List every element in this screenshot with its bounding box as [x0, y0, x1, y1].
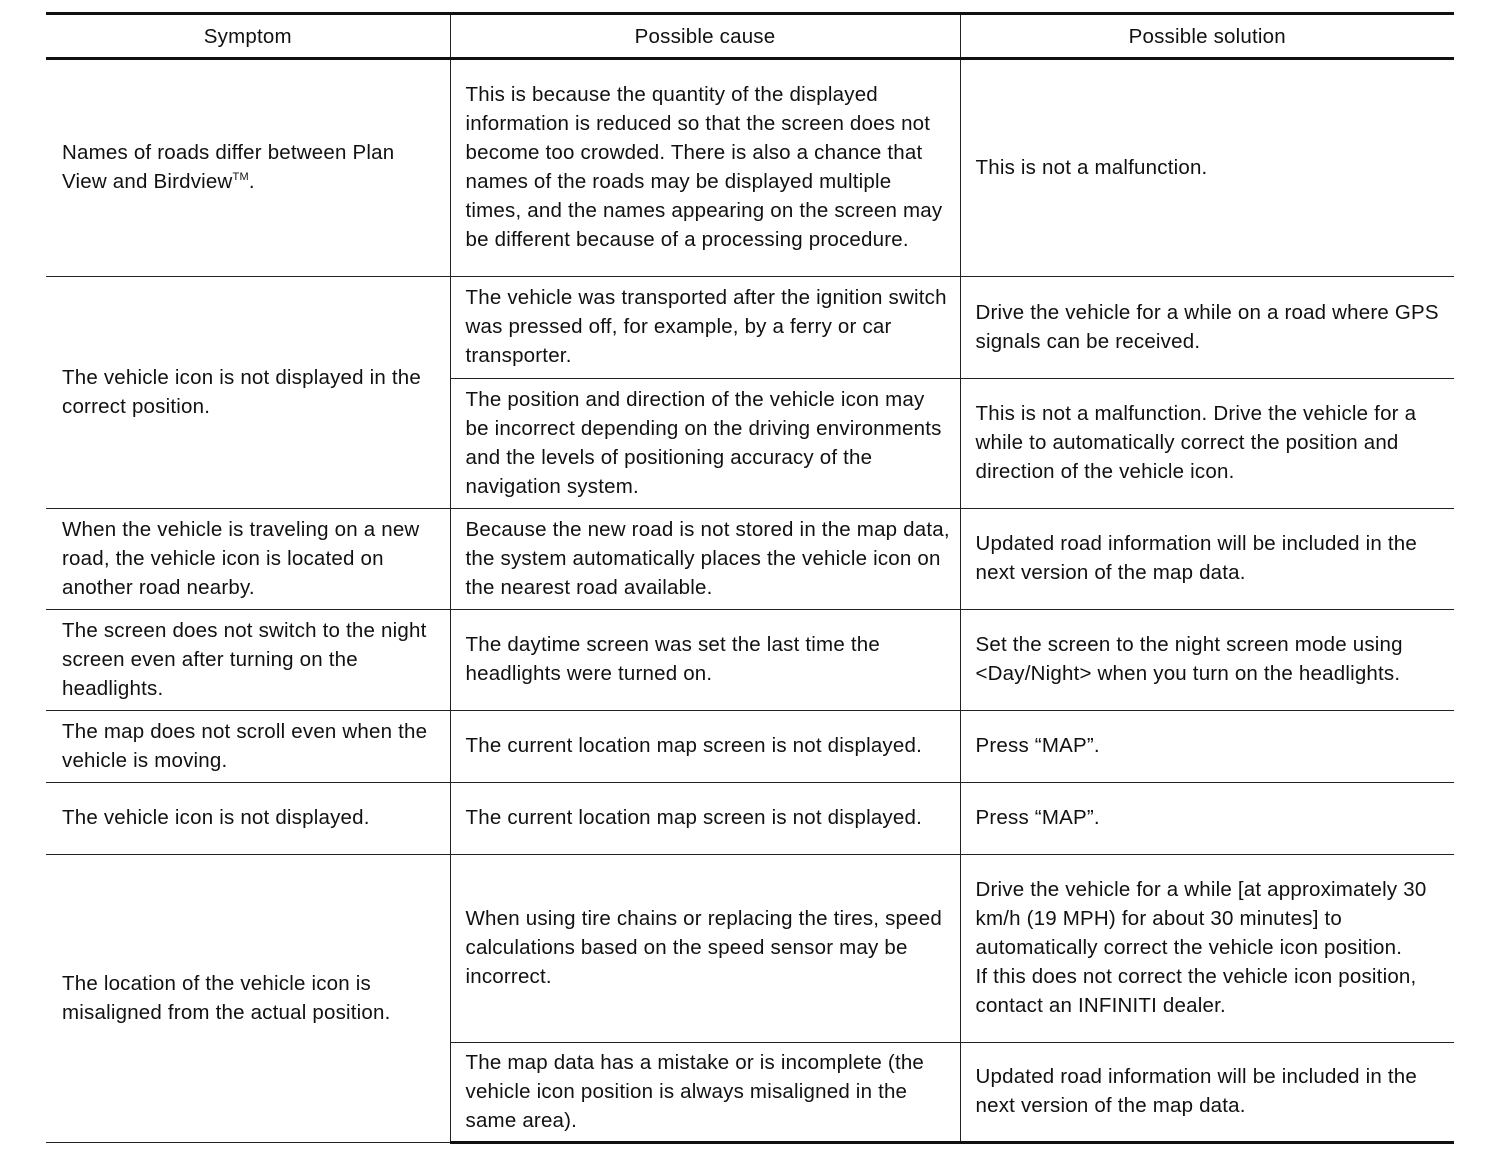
- troubleshooting-table: [46, 12, 1454, 1144]
- cause-cell: The position and direction of the vehicle icon may be incorrect depending on the driving environments and the levels of positioning accuracy of the navigation system.: [450, 379, 960, 509]
- header-possible-cause: Possible cause: [450, 14, 960, 59]
- solution-cell: Press “MAP”.: [960, 783, 1454, 855]
- cause-cell: The vehicle was transported after the ignition switch was pressed off, for example, by a ferry or car transporter.: [450, 277, 960, 379]
- solution-cell: This is not a malfunction. Drive the vehicle for a while to automatically correct the position and direction of the vehicle icon.: [960, 379, 1454, 509]
- symptom-cell: [46, 59, 450, 277]
- symptom-cell: The map does not scroll even when the vehicle is moving.: [46, 711, 450, 783]
- cause-cell: The current location map screen is not displayed.: [450, 783, 960, 855]
- symptom-cell: When the vehicle is traveling on a new road, the vehicle icon is located on another road nearby.: [46, 509, 450, 610]
- table-row: [46, 277, 1454, 379]
- solution-text: Drive the vehicle for a while [at approximately 30 km/h (19 MPH) for about 30 minutes] to automatically correct the vehicle icon position.: [975, 878, 1427, 959]
- solution-cell: Updated road information will be included in the next version of the map data.: [960, 1043, 1454, 1143]
- cause-cell: When using tire chains or replacing the tires, speed calculations based on the speed sensor may be incorrect.: [450, 855, 960, 1043]
- cause-cell: This is because the quantity of the displayed information is reduced so that the screen does not become too crowded. There is also a chance that names of the roads may be displayed multiple times, and the names appearing on the screen may be different because of a processing procedure.: [450, 59, 960, 277]
- symptom-cell: The vehicle icon is not displayed.: [46, 783, 450, 855]
- symptom-cell: The screen does not switch to the night screen even after turning on the headlights.: [46, 610, 450, 711]
- solution-cell: Set the screen to the night screen mode using <Day/Night> when you turn on the headlights.: [960, 610, 1454, 711]
- header-row: [46, 14, 1454, 59]
- symptom-text: Names of roads differ between Plan View and Birdview: [62, 141, 395, 193]
- table-row: [46, 59, 1454, 277]
- solution-cell: Press “MAP”.: [960, 711, 1454, 783]
- symptom-cell: The vehicle icon is not displayed in the correct position.: [46, 277, 450, 509]
- symptom-text-end: .: [248, 170, 255, 193]
- trademark-mark: TM: [232, 171, 249, 184]
- cause-cell: The daytime screen was set the last time the headlights were turned on.: [450, 610, 960, 711]
- table-row: [46, 783, 1454, 855]
- symptom-cell: The location of the vehicle icon is misaligned from the actual position.: [46, 855, 450, 1143]
- table-row: [46, 509, 1454, 610]
- cause-cell: The map data has a mistake or is incomplete (the vehicle icon position is always misaligned in the same area).: [450, 1043, 960, 1143]
- solution-cell: This is not a malfunction.: [960, 59, 1454, 277]
- solution-cell: Drive the vehicle for a while on a road where GPS signals can be received.: [960, 277, 1454, 379]
- solution-cell: [960, 855, 1454, 1043]
- table-row: [46, 711, 1454, 783]
- header-symptom: Symptom: [46, 14, 450, 59]
- table-row: [46, 855, 1454, 1043]
- cause-cell: Because the new road is not stored in the map data, the system automatically places the vehicle icon on the nearest road available.: [450, 509, 960, 610]
- table-row: [46, 610, 1454, 711]
- solution-text: If this does not correct the vehicle icon position, contact an INFINITI dealer.: [975, 965, 1417, 1017]
- solution-cell: Updated road information will be included in the next version of the map data.: [960, 509, 1454, 610]
- cause-cell: The current location map screen is not displayed.: [450, 711, 960, 783]
- header-possible-solution: Possible solution: [960, 14, 1454, 59]
